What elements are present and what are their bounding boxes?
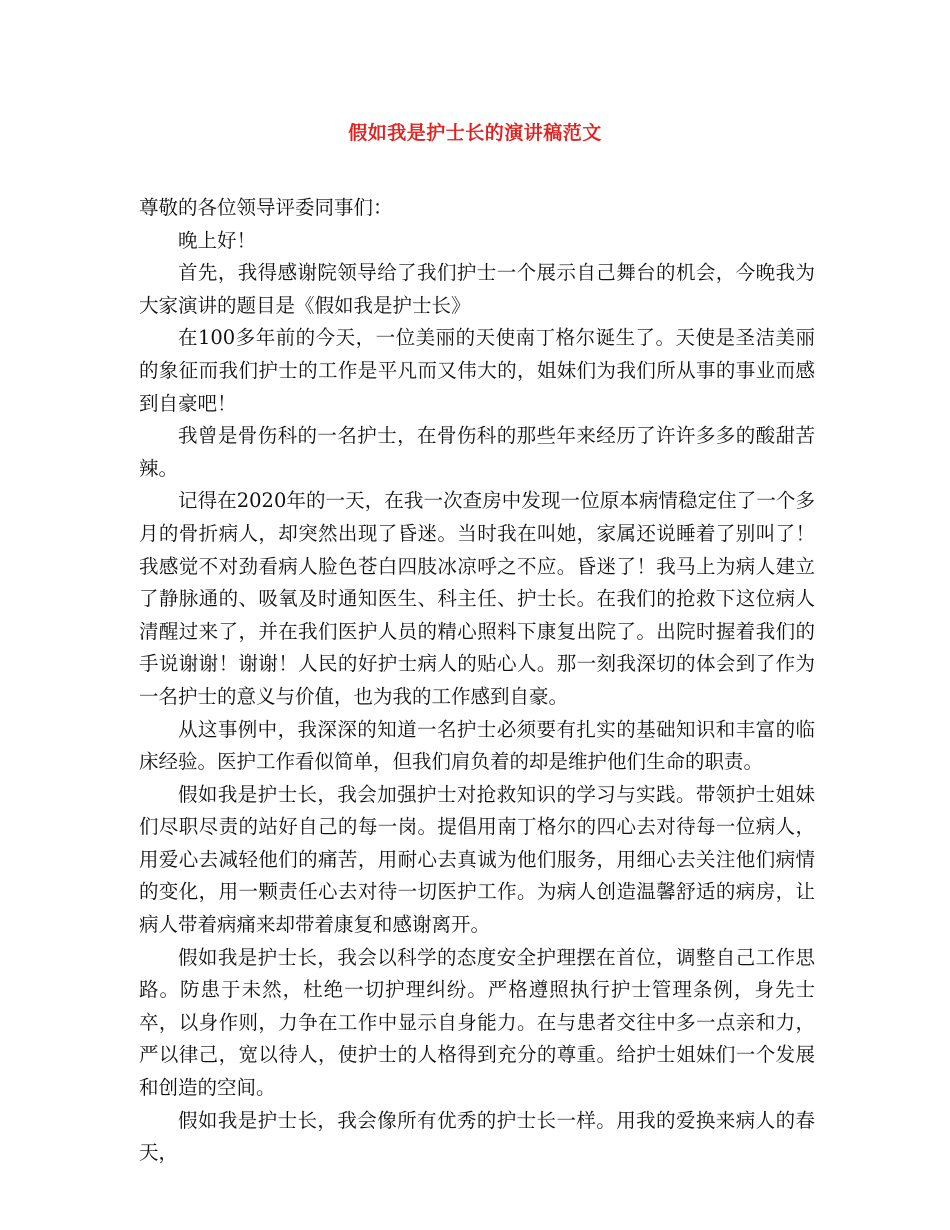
body-paragraph: 假如我是护士长，我会以科学的态度安全护理摆在首位，调整自己工作思路。防患于未然，杜绝一切护理纠纷。严格遵照执行护士管理条例，身先士卒，以身作则，力争在工作中显示自身能力。在与患者交往中多一点亲和力，严以律己，宽以待人，使护士的人格得到充分的尊重。给护士姐妹们一个发展和创造的空间。 <box>139 945 815 1100</box>
body-paragraph: 记得在2020年的一天，在我一次查房中发现一位原本病情稳定住了一个多月的骨折病人，却突然出现了昏迷。当时我在叫她，家属还说睡着了别叫了！我感觉不对劲看病人脸色苍白四肢冰凉呼之不应。昏迷了！我马上为病人建立了静脉通的、吸氧及时通知医生、科主任、护士长。在我们的抢救下这位病人清醒过来了，并在我们医护人员的精心照料下康复出院了。出院时握着我们的手说谢谢！谢谢！人民的好护士病人的贴心人。那一刻我深切的体会到了作为一名护士的意义与价值，也为我的工作感到自豪。 <box>139 489 815 708</box>
document-body <box>139 192 815 1170</box>
body-paragraph: 首先，我得感谢院领导给了我们护士一个展示自己舞台的机会，今晚我为大家演讲的题目是《假如我是护士长》 <box>139 261 815 317</box>
body-paragraph: 从这事例中，我深深的知道一名护士必须要有扎实的基础知识和丰富的临床经验。医护工作看似简单，但我们肩负着的却是维护他们生命的职责。 <box>139 717 815 774</box>
body-paragraph: 假如我是护士长，我会像所有优秀的护士长一样。用我的爱换来病人的春天， <box>139 1108 815 1165</box>
body-paragraph: 我曾是骨伤科的一名护士，在骨伤科的那些年来经历了许许多多的酸甜苦辣。 <box>139 424 815 480</box>
greeting-paragraph: 晚上好！ <box>178 228 257 252</box>
body-paragraph: 在100多年前的今天，一位美丽的天使南丁格尔诞生了。天使是圣洁美丽的象征而我们护士的工作是平凡而又伟大的，姐妹们为我们所从事的事业而感到自豪吧！ <box>139 326 815 415</box>
salutation-paragraph: 尊敬的各位领导评委同事们： <box>139 196 393 219</box>
body-paragraph: 假如我是护士长，我会加强护士对抢救知识的学习与实践。带领护士姐妹们尽职尽责的站好自己的每一岗。提倡用南丁格尔的四心去对待每一位病人，用爱心去减轻他们的痛苦，用耐心去真诚为他们服务，用细心去关注他们病情的变化，用一颗责任心去对待一切医护工作。为病人创造温馨舒适的病房，让病人带着病痛来却带着康复和感谢离开。 <box>139 782 815 937</box>
document-title: 假如我是护士长的演讲稿范文 <box>348 122 602 144</box>
